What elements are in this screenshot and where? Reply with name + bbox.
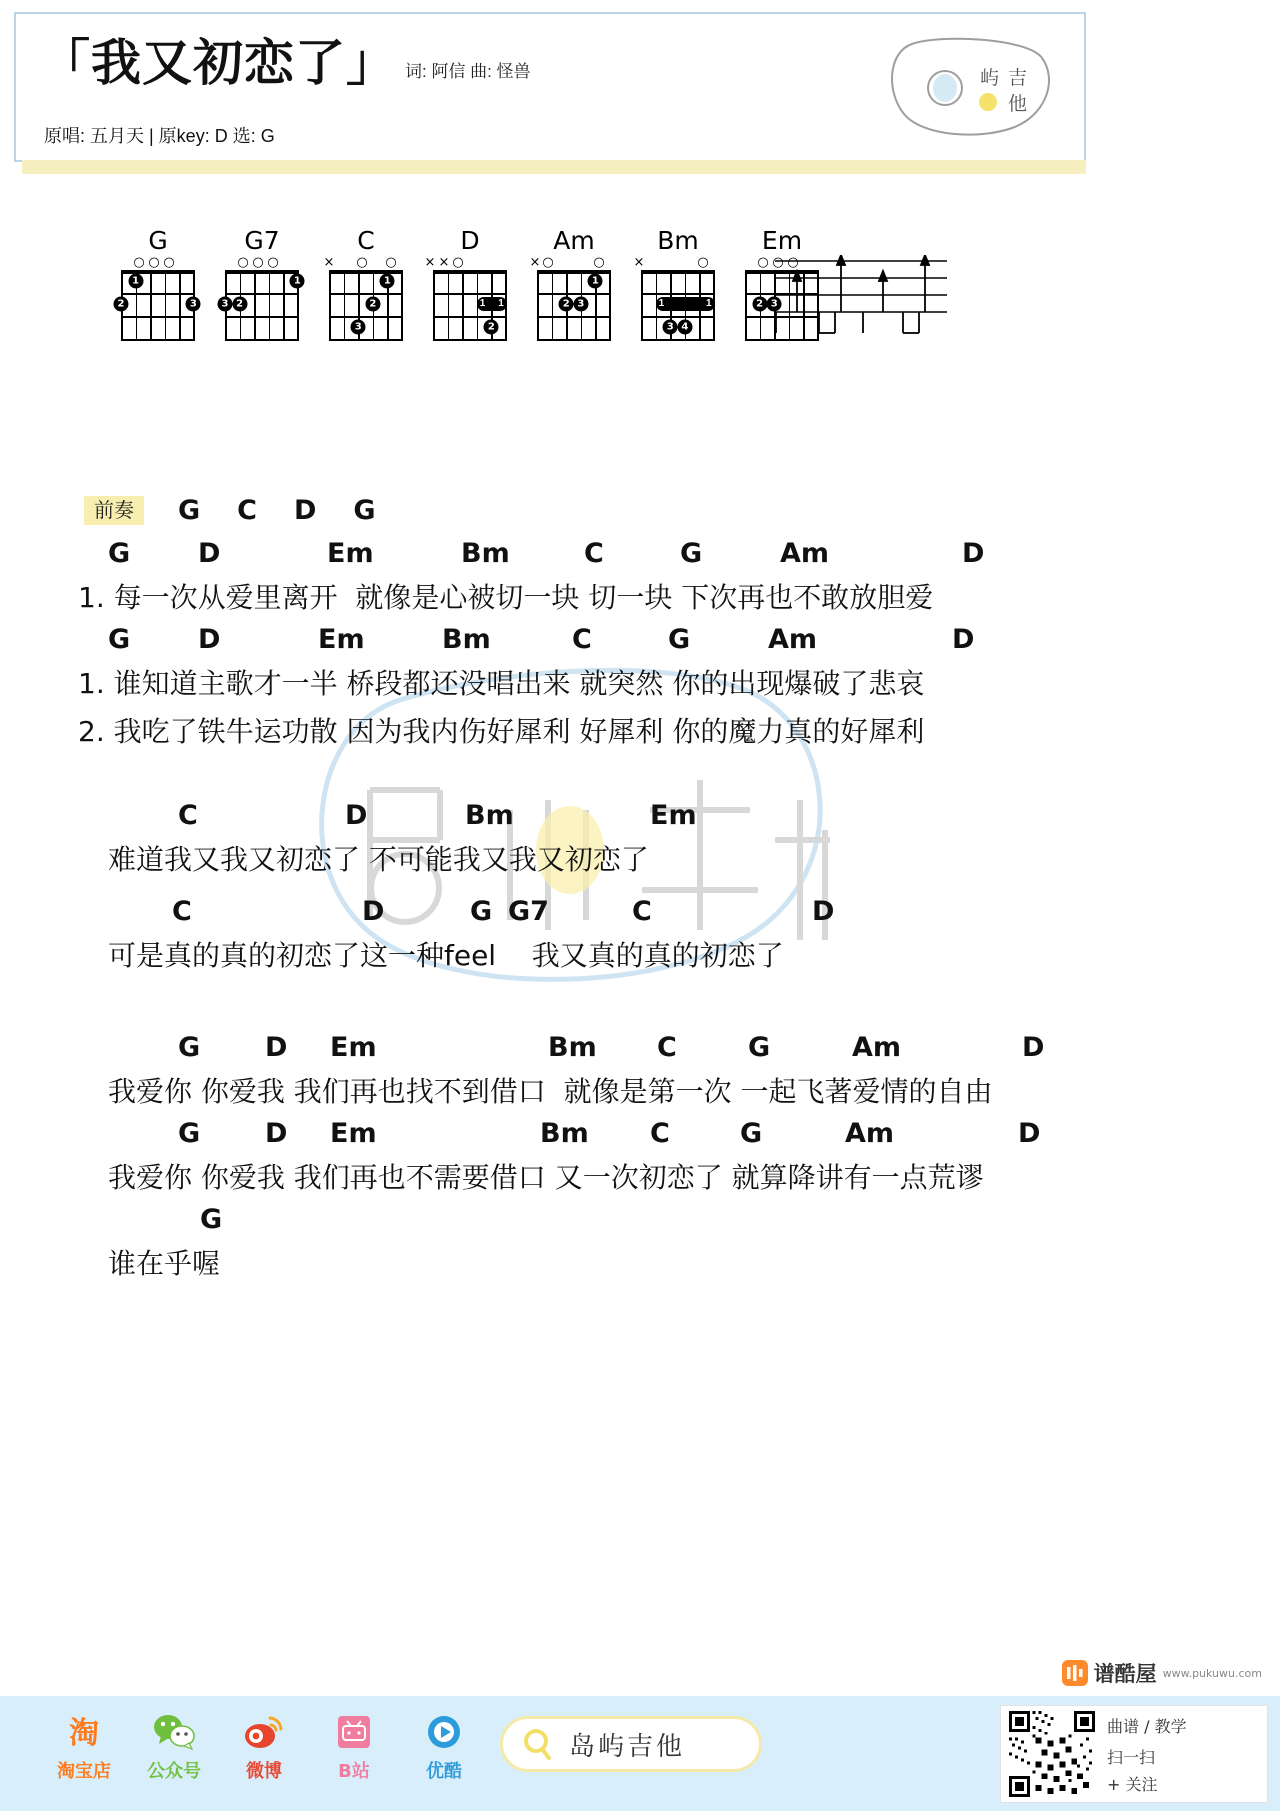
barre-bar: 1 1	[656, 297, 715, 311]
search-text: 岛屿吉他	[569, 1731, 686, 1762]
social-taobao[interactable]	[56, 1710, 112, 1783]
chord-name: Bm	[657, 226, 699, 255]
chord: Em	[330, 1032, 377, 1063]
social-label: 淘宝店	[57, 1761, 111, 1782]
chord-diagram-C	[318, 228, 414, 340]
lyric-line: 我爱你 你爱我 我们再也找不到借口 就像是第一次 一起飞著爱情的自由	[108, 1075, 993, 1108]
chord-name: G7	[244, 226, 280, 255]
chord-name: C	[357, 226, 375, 255]
social-label: 公众号	[147, 1761, 201, 1782]
lyric-line: 1. 每一次从爱里离开 就像是心被切一块 切一块 下次再也不敢放胆爱	[78, 581, 934, 614]
qr-card[interactable]	[1000, 1705, 1268, 1803]
intro-chord: G	[178, 495, 202, 526]
chord: G	[680, 538, 703, 569]
lyric-line: 1. 谁知道主歌才一半 桥段都还没唱出来 就突然 你的出现爆破了悲哀	[78, 667, 925, 700]
chord-diagram-D	[422, 228, 518, 340]
intro-chord: D	[294, 495, 318, 526]
site-brand	[1062, 1658, 1262, 1688]
chord: C	[172, 896, 192, 927]
chord: Bm	[548, 1032, 597, 1063]
bilibili-icon	[326, 1710, 382, 1754]
brand-logo-icon	[882, 32, 1062, 144]
fretboard-grid: 1 2 3	[121, 270, 195, 340]
chorus-block	[0, 800, 1280, 982]
verse-block-1	[0, 538, 1280, 758]
svg-text:他: 他	[1008, 93, 1028, 115]
chord: D	[812, 896, 835, 927]
lyric-line: 可是真的真的初恋了这一种feel 我又真的真的初恋了	[108, 939, 784, 972]
chord: Bm	[461, 538, 510, 569]
qr-code-image	[1009, 1711, 1095, 1797]
qr-line-1: 曲谱 / 教学	[1107, 1716, 1187, 1736]
chord: Am	[845, 1118, 895, 1149]
fretboard-grid: 1 1 2	[433, 270, 507, 340]
outro-block	[0, 1032, 1280, 1290]
chord-name: G	[148, 226, 168, 255]
footer-bar	[0, 1662, 1280, 1811]
title-row	[40, 34, 531, 92]
chord: D	[962, 538, 985, 569]
chord-line	[0, 800, 1280, 838]
open-string-markers: × ○	[633, 255, 709, 270]
chord: G	[108, 538, 131, 569]
chord: C	[584, 538, 604, 569]
intro-row	[84, 495, 413, 526]
chord-diagram-G	[110, 228, 206, 340]
chord-line	[0, 1204, 1280, 1242]
chord-diagram-G7	[214, 228, 310, 340]
chord: Bm	[442, 624, 491, 655]
open-string-markers: × ○ ○	[529, 255, 605, 270]
chord: Am	[780, 538, 830, 569]
social-bilibili[interactable]	[326, 1710, 382, 1783]
svg-text:淘: 淘	[69, 1716, 99, 1751]
fretboard-grid: 1 2 3	[537, 270, 611, 340]
intro-chord: G	[353, 495, 377, 526]
lyric-line: 2. 我吃了铁牛运功散 因为我内伤好犀利 好犀利 你的魔力真的好犀利	[78, 715, 925, 748]
open-string-markers: ○ ○ ○	[757, 255, 799, 270]
chord: G7	[508, 896, 549, 927]
section-badge-intro: 前奏	[84, 496, 144, 525]
chord: C	[650, 1118, 670, 1149]
song-credits: 词: 阿信 曲: 怪兽	[405, 62, 531, 81]
social-wechat[interactable]	[146, 1710, 202, 1783]
chord-line	[0, 896, 1280, 934]
lyric-line: 谁在乎喔	[108, 1247, 221, 1280]
taobao-icon	[56, 1710, 112, 1754]
qr-caption	[1107, 1714, 1187, 1795]
search-box[interactable]	[500, 1716, 762, 1772]
chord: G	[178, 1032, 201, 1063]
chord: G	[748, 1032, 771, 1063]
chord-name: Am	[553, 226, 595, 255]
chord: C	[178, 800, 198, 831]
chord: D	[1018, 1118, 1041, 1149]
chord: G	[668, 624, 691, 655]
chord: G	[108, 624, 131, 655]
chord: Bm	[540, 1118, 589, 1149]
chord: Em	[327, 538, 374, 569]
chord-name: D	[460, 226, 480, 255]
header-accent-bar	[22, 160, 1086, 174]
chord: Em	[330, 1118, 377, 1149]
open-string-markers: ○ ○ ○	[237, 255, 279, 270]
social-label: 微博	[246, 1761, 282, 1782]
chord: G	[470, 896, 493, 927]
social-youku[interactable]	[416, 1710, 472, 1783]
lyric-line: 难道我又我又初恋了 不可能我又我又初恋了	[108, 843, 649, 876]
social-label: B站	[338, 1761, 370, 1782]
search-icon	[521, 1727, 555, 1761]
social-label: 优酷	[426, 1761, 462, 1782]
open-string-markers: × × ○	[424, 255, 464, 270]
chord: G	[178, 1118, 201, 1149]
chord: D	[345, 800, 368, 831]
intro-chord: C	[237, 495, 258, 526]
chord: D	[362, 896, 385, 927]
chord: Am	[768, 624, 818, 655]
chord: C	[657, 1032, 677, 1063]
wechat-icon	[146, 1710, 202, 1754]
chord: D	[265, 1032, 288, 1063]
social-weibo[interactable]	[236, 1710, 292, 1783]
fretboard-grid: 1 2 3	[329, 270, 403, 340]
site-name: 谱酷屋	[1093, 1662, 1157, 1686]
chord: D	[1022, 1032, 1045, 1063]
qr-line-2: 扫一扫	[1107, 1747, 1156, 1767]
barre-bar: 1 1	[477, 297, 507, 311]
chord: D	[952, 624, 975, 655]
open-string-markers: ○ ○ ○	[133, 255, 175, 270]
svg-text:吉: 吉	[1008, 67, 1028, 89]
qr-line-3: + 关注	[1107, 1774, 1158, 1794]
chord-line	[0, 624, 1280, 662]
youku-icon	[416, 1710, 472, 1754]
chord-diagram-Bm	[630, 228, 726, 340]
chord: D	[265, 1118, 288, 1149]
chord: Em	[650, 800, 697, 831]
pukuwu-logo-icon	[1062, 1660, 1088, 1686]
chord: Am	[852, 1032, 902, 1063]
weibo-icon	[236, 1710, 292, 1754]
song-meta: 原唱: 五月天 | 原key: D 选: G	[44, 126, 275, 146]
chord: Bm	[465, 800, 514, 831]
strumming-pattern-diagram	[775, 255, 947, 347]
chord-line	[0, 538, 1280, 576]
social-links	[56, 1710, 472, 1783]
fretboard-grid: 2 3	[745, 270, 819, 340]
chord: C	[572, 624, 592, 655]
chord-name: Em	[761, 226, 803, 255]
chord-diagram-Am	[526, 228, 622, 340]
fretboard-grid: 1 1 3 4	[641, 270, 715, 340]
page-title: 「我又初恋了」	[40, 34, 397, 92]
intro-chord-sequence	[178, 495, 413, 526]
svg-text:屿: 屿	[980, 67, 1000, 89]
lyric-line: 我爱你 你爱我 我们再也不需要借口 又一次初恋了 就算降讲有一点荒谬	[108, 1161, 984, 1194]
site-url: www.pukuwu.com	[1162, 1666, 1262, 1680]
chord: G	[200, 1204, 223, 1235]
chord: Em	[318, 624, 365, 655]
open-string-markers: × ○ ○	[323, 255, 397, 270]
chord: D	[198, 624, 221, 655]
fretboard-grid: 1 2 3	[225, 270, 299, 340]
chord: G	[740, 1118, 763, 1149]
header-panel	[14, 12, 1086, 162]
chord: D	[198, 538, 221, 569]
chord-line	[0, 1032, 1280, 1070]
chord: C	[632, 896, 652, 927]
chord-line	[0, 1118, 1280, 1156]
